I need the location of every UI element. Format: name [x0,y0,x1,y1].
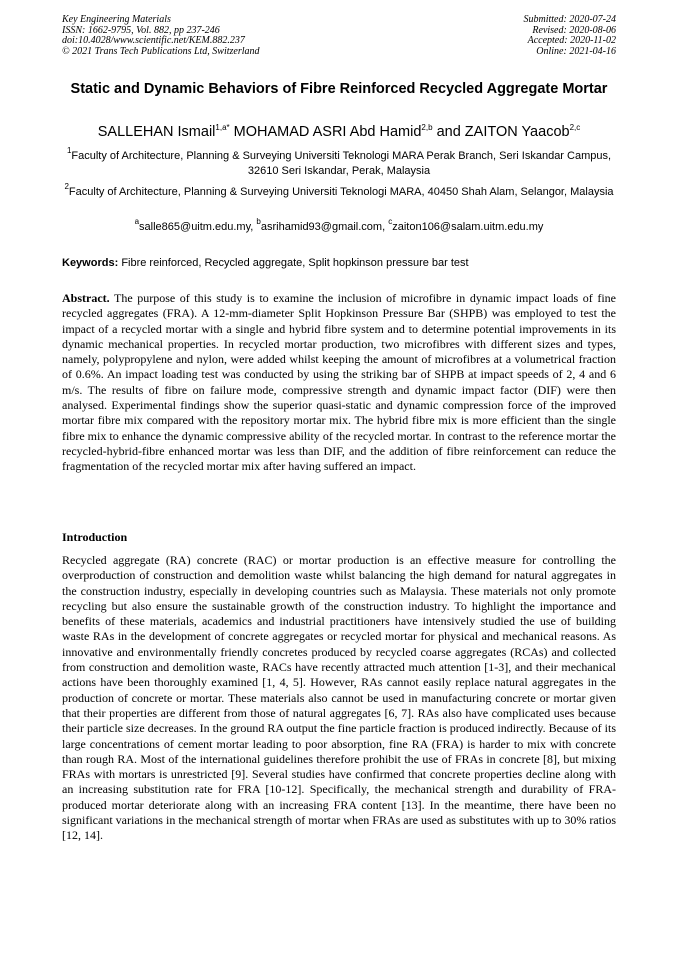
author-name: ZAITON Yaacob [464,124,570,140]
abstract-label: Abstract. [62,291,110,305]
journal-doi: doi:10.4028/www.scientific.net/KEM.882.237 [62,35,245,46]
email-link[interactable]: zaiton106@salam.uitm.edu.my [392,221,544,233]
journal-issn: ISSN: 1662-9795, Vol. 882, pp 237-246 [62,24,220,36]
journal-info [62,15,260,57]
accepted-date: Accepted: 2020-11-02 [527,35,616,46]
email-link[interactable]: asrihamid93@gmail.com [260,221,383,233]
affiliation-text: Faculty of Architecture, Planning & Surveying Universiti Teknologi MARA Perak Branch, Seri Iskandar Campus, 32610 Seri Iskandar, Perak, Malaysia [71,150,612,177]
affiliation-sup: 1 [66,146,72,155]
email-sup: b [256,217,261,226]
author-list [40,123,638,141]
author-name: SALLEHAN Ismail [97,124,216,140]
author-sup: 1,a* [215,123,230,132]
email-sup: a [134,217,140,226]
online-date: Online: 2021-04-16 [536,45,616,57]
introduction-paragraph: Recycled aggregate (RA) concrete (RAC) or mortar production is an effective measure for controlling the overproduction of construction and demolition waste whilst balancing the high demand for natural aggregates in the construction industry, especially in developing countries such as Malaysia. These materials not only promote recycling but also ensure the sustainable growth of the construction industry. To highlight the importance and benefits of these materials, academics and industrial practitioners have intensively studied the use of building waste RAs in the development of concrete aggregates or recycled mortar for physical and mechanical reasons. As innovative and environmentally friendly concretes produced by recycled coarse aggregates (RCAs) and collected from construction and demolition waste, RACs have recently attracted much attention [1-3], and their mechanical actions have been thoroughly examined [1, 4, 5]. However, RAs cannot easily replace natural aggregates in the production of concrete or mortar. These materials also cannot be used in manufacturing concrete or mortar given that their properties are different from those of natural aggregates [6, 7]. RAs also have complicated uses because their particle size decreases. In the ground RA output the fine particle fraction is produced indirectly. Because of its large concentrations of cement mortar leading to poor absorption, fine RA (FRA) is harder to mix with concrete than rough RA. Most of the international guidelines therefore prohibit the use of FRAs in concrete [8], but mixing FRAs with mortars is unrestricted [9]. Several studies have confirmed that concrete properties decline along with an increasing substitution rate for FRA [10-12]. Specifically, the mechanical strength and durability of FRA-produced mortar deteriorate along with an increasing FRA content [13]. In the meantime, there have been no significant variations in the mechanical strength of mortar when FRAs are used as substitutes with up to 30% ratios [12, 14]. [62,553,616,843]
abstract [62,291,616,475]
affiliation-2 [62,182,616,200]
email-list: $^a$salle865@uitm.edu.my, $^b$asrihamid93@gmail.com, $^c$zaiton106@salam.uitm.edu.my [134,217,544,233]
author-sup: 2,b [421,123,433,132]
publication-dates [524,15,617,57]
email-link[interactable]: salle865@uitm.edu.my [139,221,251,233]
affiliation-1 [62,146,616,179]
author-name: MOHAMAD ASRI Abd Hamid [233,124,422,140]
affiliation-sup: 2 [64,182,69,191]
abstract-text: The purpose of this study is to examine the inclusion of microfibre in dynamic impact loads of fine recycled aggregates (FRA). A 12-mm-diameter Split Hopkinson Pressure Bar (SHPB) was employed to test the impact of a recycled mortar with a single and hybrid fibre system and to determine potential improvements in its dynamic mechanical properties. In recycled mortar production, two microfibres with different sizes and types, namely, polypropylene and nylon, were added whilst keeping the amount of microfibres at a volumetrical fraction of 0.6%. An impact loading test was conducted by using the striking bar of SHPB at impact speeds of 2, 4 and 6 m/s. The results of fibre on failure mode, compressive strength and dynamic impact factor (DIF) were then analysed. Experimental findings show the superior quasi-static and dynamic compression force of the improved mortar fibre mix compared with the repository mortar mix. The hybrid fibre mix is more efficient than the single fibre mix to enhance the dynamic compressive ability of the recycled mortar. In contrast to the reference mortar the recycled-hybrid-fibre enhanced mortar was less than DIF, and the addition of fibre reinforcement can reduce the fragmentation of the recycled mortar mix after having suffered an impact. [62,291,616,474]
author-connector: and [436,124,461,140]
copyright: © 2021 Trans Tech Publications Ltd, Switzerland [62,45,260,57]
submitted-date: Submitted: 2020-07-24 [523,14,616,25]
keywords-text: Fibre reinforced, Recycled aggregate, Split hopkinson pressure bar test [121,257,469,269]
author-sup: 2,c [569,123,581,132]
paper-title: Static and Dynamic Behaviors of Fibre Reinforced Recycled Aggregate Mortar [70,81,608,97]
section-heading-introduction: Introduction [62,530,128,544]
email-sup: c [388,217,393,226]
keywords [62,256,616,271]
keywords-label: Keywords: [62,257,119,269]
affiliation-text: Faculty of Architecture, Planning & Surveying Universiti Teknologi MARA, 40450 Shah Alam, Selangor, Malaysia [68,186,614,198]
journal-name: Key Engineering Materials [62,14,171,25]
revised-date: Revised: 2020-08-06 [532,24,616,36]
